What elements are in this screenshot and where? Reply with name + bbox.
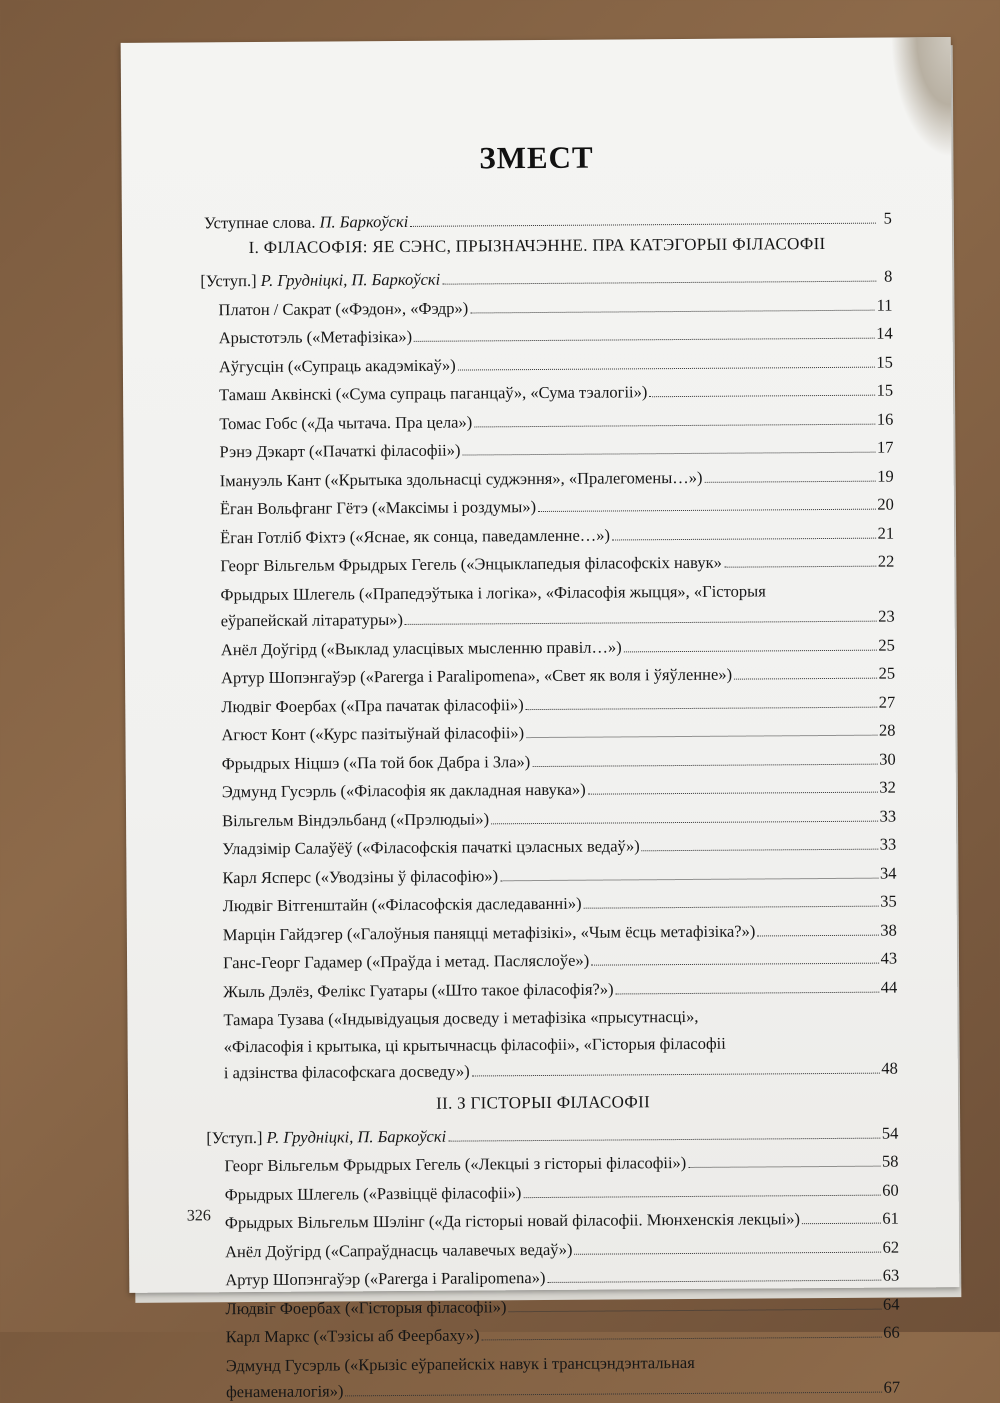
- entry-title: еўрапейскай літаратуры»): [220, 609, 404, 631]
- entry-page: 60: [882, 1180, 899, 1200]
- dot-leader: [538, 509, 875, 512]
- dot-leader: [642, 849, 878, 852]
- entry-row: [225, 1236, 899, 1262]
- dot-leader: [405, 621, 876, 625]
- dot-leader: [649, 395, 874, 398]
- entry-page: 32: [879, 777, 896, 797]
- section-lead: [200, 266, 892, 292]
- entry-title: Імануэль Кант («Крытыка здольнасці суджэння», «Пралегомены…»): [219, 467, 703, 490]
- toc-entry: [220, 579, 894, 631]
- toc-entry: [219, 408, 893, 434]
- entry-row: [206, 1122, 898, 1148]
- dot-leader: [532, 763, 877, 766]
- entry-page: 54: [881, 1123, 899, 1143]
- toc-entry: [222, 834, 896, 860]
- entry-title: Эдмунд Гусэрль («Філасофія як дакладная навука»): [221, 779, 586, 802]
- dot-leader: [491, 820, 877, 824]
- dot-leader: [734, 678, 877, 680]
- entry-row: [222, 748, 896, 774]
- entry-title: Арыстотэль («Метафізіка»): [218, 326, 413, 348]
- entry-page: 62: [882, 1237, 900, 1257]
- entry-page: 48: [881, 1058, 898, 1078]
- dot-leader: [624, 649, 877, 652]
- entry-row: [222, 805, 896, 831]
- entry-title: [Уступ.] Р. Грудніцкі, П. Баркоўскі: [200, 269, 441, 291]
- toc-entry: [221, 663, 895, 689]
- entry-title: Людвіг Фоербах («Гісторыя філасофіі»): [225, 1296, 507, 1318]
- toc-entry: [225, 1208, 899, 1234]
- toc-entry: [222, 777, 896, 803]
- dot-leader: [574, 1251, 880, 1254]
- entry-title: Рэнэ Дэкарт («Пачаткі філасофіі»): [219, 440, 461, 462]
- entry-author: Р. Грудніцкі, П. Баркоўскі: [266, 1126, 447, 1147]
- entry-title: Фрыдрых Вільгельм Шэлінг («Да гісторыі новай філасофіі. Мюнхенскія лекцыі»): [224, 1209, 801, 1233]
- toc-entry: [219, 380, 893, 406]
- entry-title-line: Тамара Тузава («Індывідуацыя досведу і метафізіка «прысутнасці»,: [223, 1006, 699, 1030]
- dot-leader: [547, 1280, 880, 1283]
- dot-leader: [612, 537, 876, 540]
- entry-row: [204, 208, 892, 234]
- entry-page: 23: [878, 606, 895, 626]
- entry-row: [221, 634, 895, 660]
- entry-title: Анёл Доўгірд («Выклад уласцівых мысленню правіл…»): [220, 636, 622, 659]
- entry-page: 66: [883, 1322, 900, 1342]
- entry-title: Анёл Доўгірд («Сапраўднасць чалавечых ведаў»): [225, 1239, 573, 1261]
- entry-row: [220, 551, 894, 577]
- entry-title: [Уступ.] Р. Грудніцкі, П. Баркоўскі: [206, 1126, 447, 1147]
- dot-leader: [526, 706, 877, 709]
- dot-leader: [472, 1073, 880, 1077]
- entry-page: 58: [881, 1151, 899, 1171]
- dot-leader: [500, 877, 878, 881]
- entry-row: [226, 1377, 900, 1403]
- toc-entry: [220, 551, 894, 577]
- toc-entry: [218, 294, 892, 320]
- entry-page: 5: [883, 208, 892, 228]
- entry-page: 63: [882, 1265, 900, 1285]
- page-title: ЗМЕСТ: [479, 139, 594, 176]
- dot-leader: [470, 309, 874, 313]
- entry-page: 11: [876, 295, 893, 315]
- entry-title: Марцін Гайдэгер («Галоўныя паняцці метафізікі», «Чым ёсць метафізіка?»): [222, 921, 756, 944]
- entry-page: 44: [880, 977, 898, 997]
- entry-page: 43: [880, 948, 898, 968]
- dot-leader: [584, 906, 879, 909]
- entry-row: [223, 919, 897, 945]
- entry-page: 21: [877, 523, 895, 543]
- entry-page: 67: [883, 1377, 901, 1397]
- entry-page: 17: [876, 437, 894, 457]
- toc-entry: [223, 919, 897, 945]
- dot-leader: [616, 991, 879, 994]
- entry-page: 22: [877, 551, 895, 571]
- dot-leader: [442, 281, 876, 285]
- dot-leader: [448, 1137, 880, 1141]
- toc-entry: [225, 1265, 899, 1291]
- entry-row: [225, 1179, 899, 1205]
- entry-page: 38: [880, 920, 897, 940]
- dot-leader: [474, 423, 875, 427]
- entry-row: [223, 891, 897, 917]
- entry-page: 30: [879, 749, 896, 769]
- toc-entry: [223, 948, 897, 974]
- dot-leader: [724, 566, 876, 568]
- toc-intro: [204, 208, 892, 234]
- toc-entry: [225, 1179, 899, 1205]
- entry-row: [221, 720, 895, 746]
- entry-row: [223, 976, 897, 1002]
- toc-entry: [220, 465, 894, 491]
- entry-title-line: «Філасофія і крытыка, ці крытычнасць філасофіі», «Гісторыя філасофіі: [223, 1033, 726, 1056]
- dot-leader: [802, 1223, 880, 1225]
- entry-row: [222, 777, 896, 803]
- entry-title: Георг Вільгельм Фрыдрых Гегель («Лекцыі з гісторыі філасофіі»): [224, 1152, 687, 1176]
- entry-title: Фрыдрых Шлегель («Развіццё філасофіі»): [224, 1182, 522, 1204]
- dot-leader: [414, 338, 874, 342]
- entry-row: [218, 294, 892, 320]
- entry-title: Георг Вільгельм Фрыдрых Гегель («Энцыклапедыя філасофскіх навук»: [220, 552, 722, 576]
- entry-row: [219, 408, 893, 434]
- dot-leader: [588, 792, 878, 795]
- entry-row: [219, 380, 893, 406]
- toc-entry: [220, 494, 894, 520]
- page-number: 326: [186, 1207, 211, 1225]
- toc-entry: [222, 805, 896, 831]
- entry-row: [225, 1265, 899, 1291]
- entry-title: Карл Ясперс («Уводзіны ў філасофію»): [222, 865, 499, 887]
- entry-row: [226, 1322, 900, 1348]
- entry-title: Аўгусцін («Супраць акадэмікаў»): [218, 355, 456, 376]
- entry-row: [222, 834, 896, 860]
- entry-row: [220, 522, 894, 548]
- entry-title: Ёган Вольфганг Гётэ («Максімы і роздумы»): [219, 497, 537, 519]
- toc-entry: [223, 976, 897, 1002]
- entry-title: Артур Шопэнгаўэр («Parerga і Paralipomena»): [225, 1267, 546, 1290]
- entry-row: [219, 437, 893, 463]
- entry-author: Р. Грудніцкі, П. Баркоўскі: [260, 269, 441, 290]
- section-heading: І. ФІЛАСОФІЯ: ЯЕ СЭНС, ПРЫЗНАЧЭННЕ. ПРА КАТЭГОРЫІ ФІЛАСОФІІ: [248, 233, 826, 258]
- entry-page: 14: [876, 323, 893, 343]
- entry-title: Тамаш Аквінскі («Сума супраць паганцаў», «Сума тэалогіі»): [219, 382, 648, 405]
- toc-entry: [221, 720, 895, 746]
- entry-page: 15: [876, 380, 894, 400]
- entry-title: Вільгельм Віндэльбанд («Прэлюдыі»): [222, 808, 490, 830]
- entry-page: 64: [882, 1294, 900, 1314]
- entry-page: 15: [876, 352, 893, 372]
- entry-row: [220, 494, 894, 520]
- toc-entry: [221, 691, 895, 717]
- toc-entry: [222, 862, 896, 888]
- entry-title: Агюст Конт («Курс пазітыўнай філасофіі»): [221, 723, 525, 745]
- dot-leader: [462, 452, 875, 456]
- entry-title-line: Фрыдрых Шлегель («Прапедэўтыка і логіка», «Філасофія жыцця», «Гісторыя: [220, 580, 766, 604]
- dot-leader: [757, 934, 878, 936]
- entry-row: [224, 1058, 898, 1084]
- dot-leader: [688, 1166, 880, 1168]
- entry-title: Ёган Готліб Фіхтэ («Яснае, як сонца, паведамленне…»): [220, 525, 611, 547]
- entry-row: [219, 323, 893, 349]
- toc-entry: [220, 522, 894, 548]
- entry-author: П. Баркоўскі: [319, 211, 409, 232]
- entry-row: [222, 862, 896, 888]
- entry-row: [200, 266, 892, 292]
- dot-leader: [591, 963, 878, 966]
- entry-page: 16: [876, 409, 894, 429]
- entry-title: фенаменалогія»): [225, 1381, 344, 1402]
- entry-page: 35: [880, 891, 897, 911]
- entry-title: Людвіг Фоербах («Пра пачатак філасофіі»): [221, 694, 524, 716]
- entry-row: [225, 1208, 899, 1234]
- toc-entry: [219, 323, 893, 349]
- dot-leader: [482, 1337, 882, 1341]
- toc-entry: [224, 1151, 898, 1177]
- entry-page: 27: [878, 692, 896, 712]
- entry-page: 33: [879, 834, 897, 854]
- toc-entry: [223, 1005, 898, 1084]
- dot-leader: [509, 1308, 881, 1312]
- toc-entry: [223, 891, 897, 917]
- table-of-contents: [121, 37, 960, 1402]
- entry-title: Жыль Дэлёз, Фелікс Гуатары («Што такое філасофія?»): [223, 978, 614, 1001]
- entry-title: Артур Шопэнгаўэр («Parerga і Paralipomena», «Свет як воля і ўяўленне»): [221, 664, 733, 688]
- section-lead: [206, 1122, 898, 1148]
- entry-title: Томас Гобс («Да чытача. Пра цела»): [219, 411, 473, 433]
- entry-page: 8: [883, 266, 893, 286]
- entry-row: [225, 1293, 899, 1319]
- entry-title: Карл Маркс («Тэзісы аб Феербаху»): [225, 1325, 480, 1347]
- dot-leader: [705, 480, 876, 482]
- entry-title: Уступнае слова. П. Баркоўскі: [203, 211, 409, 233]
- entry-page: 25: [878, 663, 896, 683]
- dot-leader: [526, 735, 877, 738]
- entry-title: і адзінства філасофскага досведу»): [223, 1061, 470, 1083]
- entry-page: 25: [878, 635, 895, 655]
- entry-page: 34: [879, 863, 897, 883]
- toc-entry: [219, 351, 893, 377]
- entry-page: 33: [879, 806, 897, 826]
- toc-entry: [225, 1236, 899, 1262]
- entry-row: [224, 1151, 898, 1177]
- entry-title-line: Эдмунд Гусэрль («Крызіс еўрапейскіх навук і трансцэндэнтальная: [225, 1352, 695, 1375]
- toc-entry: [221, 634, 895, 660]
- entry-row: [219, 351, 893, 377]
- entry-page: 61: [882, 1208, 899, 1228]
- entry-title: Ганс-Георг Гадамер («Праўда і метад. Пасляслоўе»): [223, 950, 590, 973]
- entry-title: Платон / Сакрат («Фэдон», «Фэдр»): [218, 297, 469, 319]
- entry-row: [221, 691, 895, 717]
- section-heading: ІІ. З ГІСТОРЫІ ФІЛАСОФІІ: [436, 1091, 651, 1113]
- entry-title: Людвіг Вітгенштайн («Філасофскія даследаванні»): [222, 893, 582, 916]
- entry-page: 20: [877, 494, 894, 514]
- entry-page: 19: [877, 466, 894, 486]
- dot-leader: [523, 1194, 880, 1197]
- toc-entry: [226, 1350, 900, 1402]
- entry-row: [220, 465, 894, 491]
- entry-row: [221, 663, 895, 689]
- toc-entry: [226, 1322, 900, 1348]
- book-page: [121, 37, 960, 1402]
- entry-title: Фрыдрых Ніцшэ («Па той бок Дабра і Зла»): [221, 751, 531, 773]
- toc-entry: [222, 748, 896, 774]
- dot-leader: [410, 223, 876, 227]
- entry-row: [221, 606, 895, 632]
- dot-leader: [346, 1392, 882, 1397]
- toc-entry: [219, 437, 893, 463]
- entry-title: Уладзімір Салаўёў («Філасофскія пачаткі цэласных ведаў»): [222, 836, 640, 859]
- entry-page: 28: [878, 720, 896, 740]
- entry-row: [223, 948, 897, 974]
- toc-entry: [225, 1293, 899, 1319]
- dot-leader: [458, 366, 875, 370]
